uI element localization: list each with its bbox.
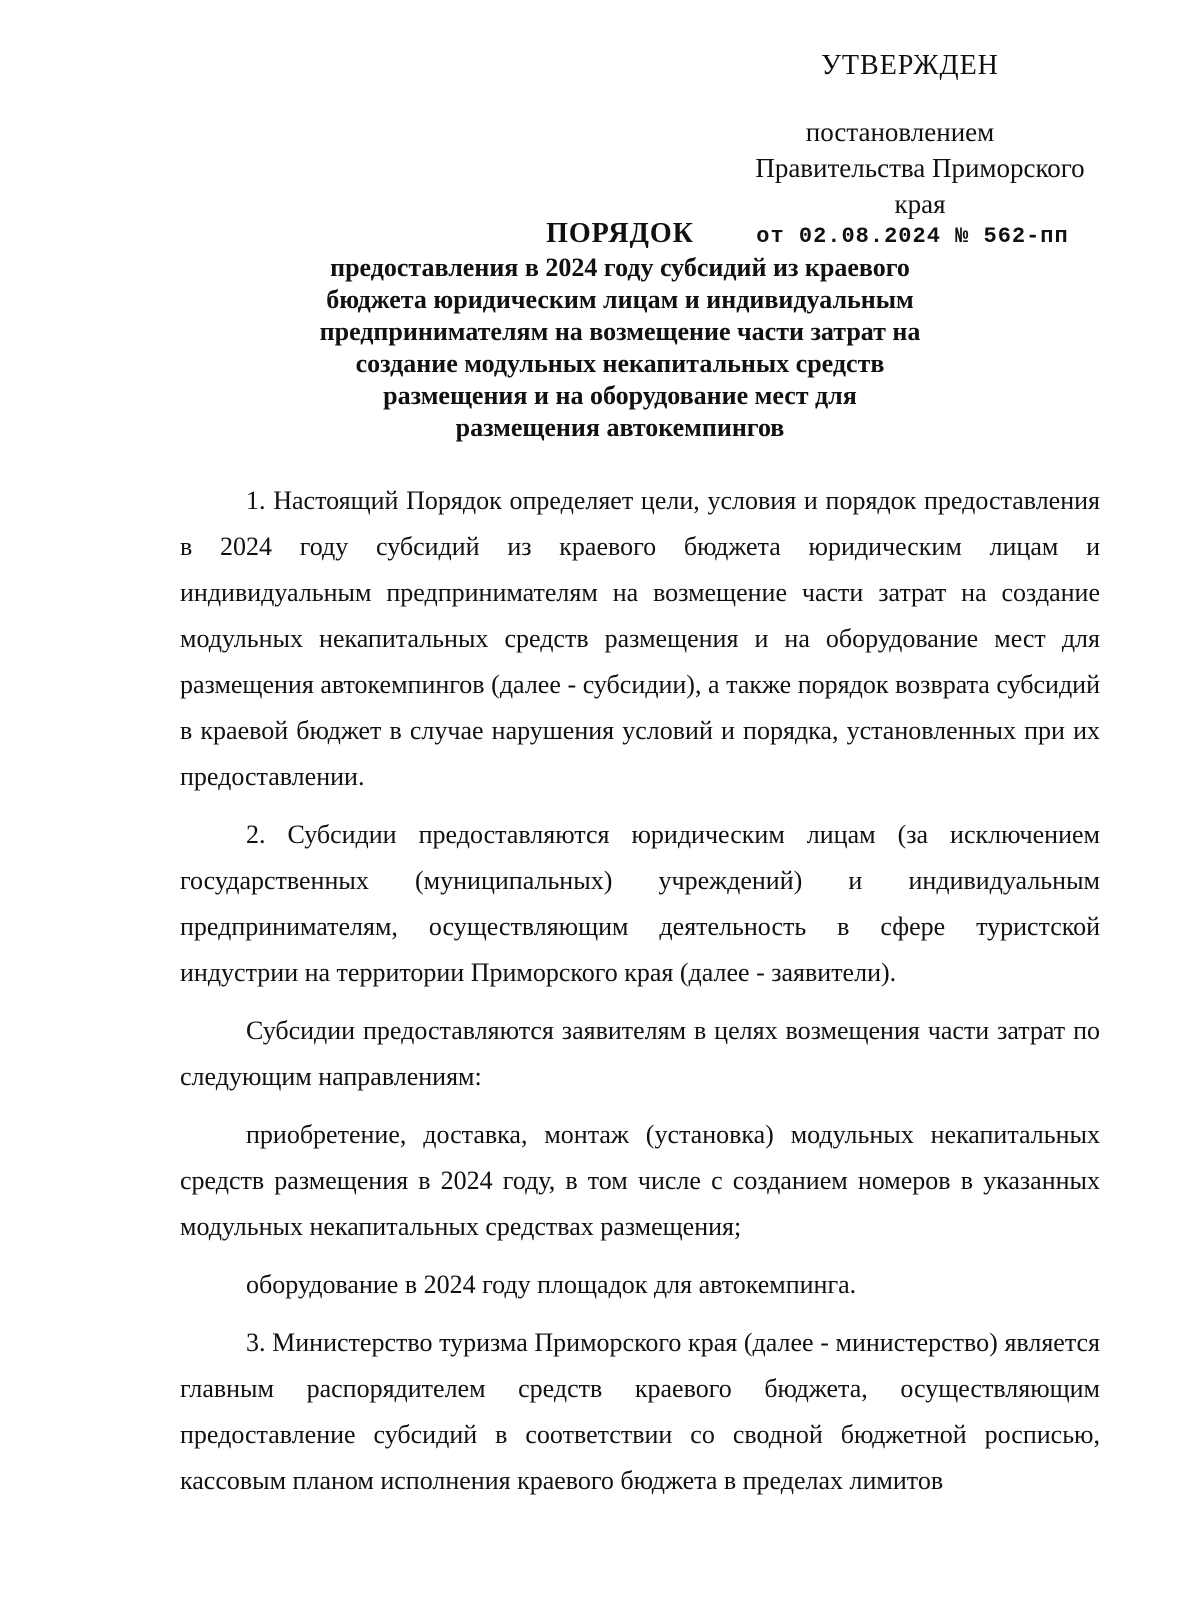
decree-line-2: Правительства Приморского края <box>755 153 1085 219</box>
document-title-block <box>250 218 990 444</box>
decree-line-1: постановлением <box>805 117 995 147</box>
document-body <box>180 478 1100 1504</box>
title-line: размещения автокемпингов <box>455 413 785 442</box>
title-line: создание модульных некапитальных средств <box>355 349 885 378</box>
paragraph-2-subsidy-goals: Субсидии предоставляются заявителям в целях возмещения части затрат по следующим направлениям: <box>180 1016 1100 1091</box>
paragraph-direction-modular: приобретение, доставка, монтаж (установка) модульных некапитальных средств размещения в 2024 году, в том числе с созданием номеров в указанных модульных некапитальных средствах размещения; <box>180 1120 1100 1241</box>
paragraph-1: 1. Настоящий Порядок определяет цели, условия и порядок предоставления в 2024 году субсидий из краевого бюджета юридическим лицам и индивидуальным предпринимателям на возмещение части затрат на создание модульных некапитальных средств размещения и на оборудование мест для размещения автокемпингов (далее - субсидии), а также порядок возврата субсидий в краевой бюджет в случае нарушения условий и порядка, установленных при их предоставлении. <box>180 486 1100 791</box>
paragraph-3: 3. Министерство туризма Приморского края (далее - министерство) является главным распорядителем средств краевого бюджета, осуществляющим предоставление субсидий в соответствии со сводной бюджетной росписью, кассовым планом исполнения краевого бюджета в пределах лимитов <box>180 1328 1100 1495</box>
title-line: предпринимателям на возмещение части затрат на <box>319 317 921 346</box>
title-line: бюджета юридическим лицам и индивидуальным <box>326 285 914 314</box>
decree-number: от 02.08.2024 № 562-пп <box>756 224 1069 249</box>
document-title: ПОРЯДОК <box>546 218 694 249</box>
paragraph-2: 2. Субсидии предоставляются юридическим лицам (за исключением государственных (муниципальных) учреждений) и индивидуальным предпринимателям, осуществляющим деятельность в сфере туристской индустрии на территории Приморского края (далее - заявители). <box>180 820 1100 987</box>
approved-label: УТВЕРЖДЕН <box>821 50 999 81</box>
title-line: предоставления в 2024 году субсидий из краевого <box>330 253 910 282</box>
paragraph-direction-autocamping: оборудование в 2024 году площадок для автокемпинга. <box>246 1270 857 1299</box>
title-line: размещения и на оборудование мест для <box>383 381 857 410</box>
